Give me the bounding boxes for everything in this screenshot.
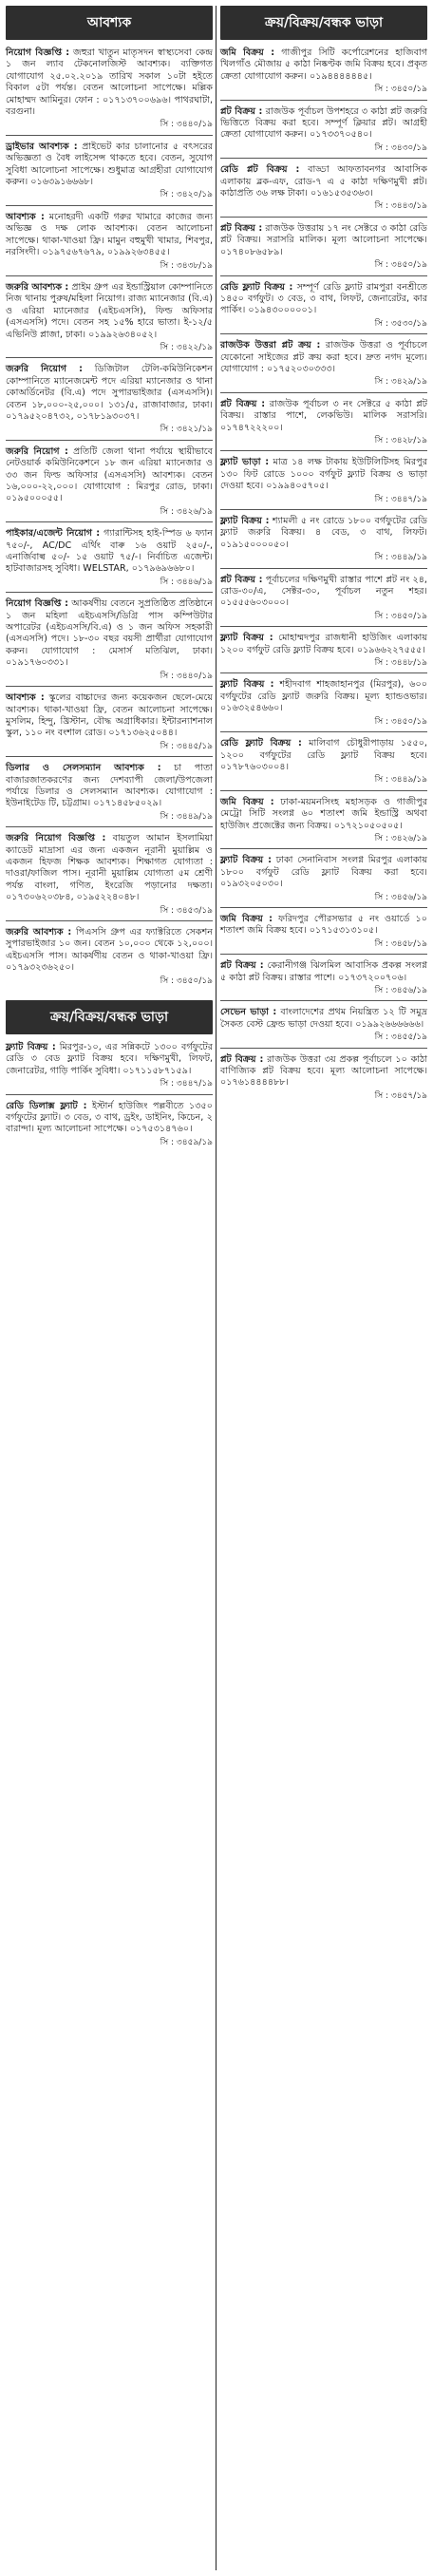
ad-title: সেভেন ভাড়া : — [220, 1007, 277, 1018]
classified-ad — [220, 514, 427, 564]
ad-title: আবশ্যক : — [6, 692, 45, 704]
ad-reference: সি : ৩৪৫০/১৯ — [374, 260, 427, 271]
ad-title: জরুরি আবশ্যক : — [6, 281, 69, 293]
ad-reference: সি : ৩৪৩০/১৯ — [374, 142, 427, 153]
classified-ad — [220, 1005, 427, 1043]
ad-separator — [6, 205, 213, 206]
ad-title: জমি বিক্রয় : — [220, 47, 275, 58]
classified-ad — [6, 761, 213, 823]
ad-body: ঢাকা সেনানিবাস সংলগ্ন মিরপুর এলাকায় ১৮০০ বর্গফুট রেডি ফ্ল্যাট বিক্রয় করা হবে। ০১৯৩২০৫০৩০। — [220, 855, 427, 890]
ad-title: রেডি ফ্ল্যাট বিক্রয় : — [220, 281, 293, 293]
ad-body: রাজউক উত্তরায় ১৭ নং সেক্টরে ৩ কাঠা রেডি প্লট বিক্রয়। সরাসরি মালিক। মূল্য আলোচনা সাপেক্ষে। ০১৭৪০৮৬৫৮৯। — [220, 222, 427, 257]
ad-reference: সি : ৩৪৫৯/১৯ — [160, 1137, 213, 1147]
ad-separator — [220, 954, 427, 955]
ad-reference: সি : ৩৪৫৬/১৯ — [374, 986, 427, 995]
ad-body: রাজউক উত্তরা ও পূর্বাচলে যেকোনো সাইজের প্লট ক্রয় করা হবে। দ্রুত নগদ মূল্যে। যোগাযোগ : ০১৭৫২০৩০৩৩৩। — [220, 340, 427, 374]
ad-body: পূর্বাচলের দক্ষিণমুখী রাস্তার পাশে প্লট নং ২৪, রোড-৩০/এ, সেক্টর-৩০, পূর্বাচল নতুন শহর। ০১৫৫৫৬০৩০০০। — [220, 574, 427, 609]
ad-separator — [220, 100, 427, 101]
ad-reference: সি : ৩৪২৮/১৯ — [374, 435, 427, 445]
ad-separator — [6, 521, 213, 522]
ad-reference: সি : ৩৫৩০/১৯ — [374, 318, 427, 329]
ad-body: ডিজিটাল টেলি-কমিউনিকেশন কোম্পানিতে ম্যানেজমেন্ট পদে এরিয়া ম্যানেজার ও থানা কোঅর্ডিনেটর (বি.এ) পদে সুপারভাইজার (এসএসসি)। বেতন ১৮,০০০-২৫,০০০। ১৩১/৫, রাজাবাজার, ঢাকা। ০১৭৯৫২০৪৭৩২, ০১৭৮১৯৩০৩৭। — [6, 364, 214, 422]
ad-body: জহুরা খাতুন মাতৃসদন স্বাস্থ্যসেবা কেন্দ্র ১ জন ল্যাব টেকনোলজিস্ট আবশ্যক। ব্যক্তিগত যোগাযোগ ২৫.০২.২০১৯ তারিখ সকাল ১০টা হইতে বিকাল ৫টা পর্যন্ত। বেতন আলোচনা সাপেক্ষে। মল্লিক মোহাম্মদ আমিনুর। ফোন : ০১৭১৩৭০০৬৯৬। পাথরঘাটা, বরগুনা। — [6, 47, 213, 118]
ad-reference: সি : ৩৪২৬/১৯ — [160, 506, 213, 517]
ad-reference: সি : ৩৪৫০/১৯ — [374, 85, 427, 95]
classified-ad — [6, 445, 213, 518]
ad-reference: সি : ৩৪৫০/১৯ — [374, 611, 427, 621]
ad-body: শহীদবাগ শাহজাহানপুর (মিরপুর), ৬০০ বর্গফুটের রেডি ফ্ল্যাট জরুরি বিক্রয়। মূল্য হ্যান্ডওভার। ০১৬৩২৫৪৬৬০। — [220, 679, 427, 714]
left-ads-list-2 — [6, 1040, 213, 1148]
ad-reference: সি : ৩৪৪০/১৯ — [160, 120, 213, 130]
ad-separator — [6, 920, 213, 921]
classified-ad — [220, 1052, 427, 1103]
ad-body: আকর্ষণীয় বেতনে সুপ্রতিষ্ঠিত প্রতিষ্ঠানে ১ জন মহিলা এইচএসসি/ডিগ্রি পাস কম্পিউটার অপারেটর (এইচএসসি/বি.এ) ও ১ জন অফিস সহকারী (এসএসসি) পদে। ১৮-৩০ বছর বয়সী প্রার্থীরা যোগাযোগ করুন। যোগাযোগ : মেসার্স মতিঝিল, ঢাকা। ০১৯১৭৬০৩৩১। — [6, 598, 213, 669]
ad-title: জমি বিক্রয় : — [220, 796, 274, 807]
ad-title: ফ্ল্যাট বিক্রয় : — [220, 516, 270, 526]
classified-ad — [220, 631, 427, 669]
ad-reference: সি : ৩৪৪৮/১৯ — [374, 658, 427, 669]
ad-separator — [220, 275, 427, 276]
ad-title: রেডি ডিলাক্স ফ্ল্যাট : — [6, 1100, 87, 1111]
ad-reference: সি : ৩৪৫০/১৯ — [160, 975, 213, 986]
classified-ad — [6, 46, 213, 131]
classified-ad — [6, 526, 213, 588]
ad-reference: সি : ৩৪৪৬/১৯ — [160, 577, 213, 587]
classified-ad — [6, 831, 213, 917]
ad-title: আবশ্যক : — [6, 211, 45, 222]
ad-reference: সি : ৩৪৪৫/১৯ — [160, 741, 213, 751]
ad-title: প্লট বিক্রয় : — [220, 1053, 264, 1065]
ad-title: ফ্ল্যাট বিক্রয় : — [220, 679, 274, 691]
ad-body: গ্যারান্টিসহ হাই-স্পিড ৬ ফ্যান ৭৫০/-, AC/DC এর্থিং বাৰু ১৬ ওয়াট ২৫০/-, এনার্জিবাল্ব ৫০/- ১৫ ওয়াট ৭৫/-। নির্বাচিত এজেন্ট। হাটবাজারসহ সুবিধা। WELSTAR, ০১৭৯৬৯৬৬৮০। — [6, 528, 213, 575]
ad-separator — [220, 790, 427, 791]
ad-title: ফ্ল্যাট ভাড়া : — [220, 457, 270, 468]
ad-separator — [220, 1048, 427, 1049]
classified-ad — [220, 912, 427, 950]
ad-title: রাজউক উত্তরা প্লট ক্রয় : — [220, 340, 321, 351]
ad-separator — [220, 450, 427, 451]
classified-ad — [220, 338, 427, 388]
ad-separator — [6, 826, 213, 827]
classified-ad — [220, 853, 427, 903]
ad-reference: সি : ৩৪৩৮/১৯ — [160, 260, 213, 271]
ad-separator — [6, 275, 213, 276]
ad-reference: সি : ৩৪৫৭/১৯ — [374, 1090, 427, 1101]
ad-separator — [220, 392, 427, 393]
ad-title: প্লট বিক্রয় : — [220, 960, 264, 972]
ad-body: কেরানীগঞ্জ ঝিলমিল আবাসিক প্রকল্প সংলগ্ন ৫ কাঠা প্লট বিক্রয়। রাস্তার পাশে। ০১৭৩৭২০০৭০৬। — [220, 960, 427, 983]
classified-ad — [220, 221, 427, 272]
ad-reference: সি : ৩৪২১/১৯ — [160, 425, 213, 435]
ad-title: প্লট বিক্রয় : — [220, 574, 263, 585]
classified-ad — [6, 691, 213, 752]
ad-title: প্লট বিক্রয় : — [220, 222, 263, 234]
ad-title: জরুরি নিয়োগ : — [6, 445, 68, 457]
classified-ad — [6, 140, 213, 201]
ad-reference: সি : ৩৪৫৬/১৯ — [374, 892, 427, 902]
ad-title: রেডি ফ্ল্যাট বিক্রয় : — [220, 738, 302, 749]
ad-title: জরুরি নিয়োগ : — [6, 364, 83, 375]
ad-body: গাজীপুর সিটি কর্পোরেশনের হাজিবাগ খিলগাঁও মৌজায় ৫ কাঠা নিষ্কণ্টক জমি বিক্রয় হবে। প্রকৃত ক্রেতা যোগাযোগ করুন। ০১৯৪৪৪৪৪৪৫। — [220, 47, 427, 82]
section-header-wanted: আবশ্যক — [6, 6, 213, 40]
ad-body: পিএসসি গ্রুপ এর ফ্যাক্টরিতে সেকশন সুপারভাইজার ১০ জন। বেতন ১০,০০০ থেকে ১২,০০০। এইচএসসি পাস। আকর্ষণীয় বেতন ও থাকা-খাওয়া ফ্রি। ০১৭৯৩২৩৬২৫০। — [6, 927, 213, 974]
classified-ad — [220, 736, 427, 786]
ad-body: রাজউক পূর্বাচল ৩ নং সেক্টরে ৫ কাঠা প্লট বিক্রয়। রাস্তার পাশে, লেকভিউ। মালিক সরাসরি। ০১৭৪৭২২২০০। — [220, 398, 427, 433]
ad-title: ফ্ল্যাট বিক্রয় : — [220, 633, 273, 644]
ad-body: মিরপুর-১০, এর সন্নিকটে ১৩০০ বর্গফুটের রেডি ৩ বেড ফ্ল্যাট বিক্রয় হবে। দক্ষিণমুখী, লিফট, জেনারেটর, গাড়ি পার্কিং সুবিধা। ০১৭১১৫৮৭১৫৯। — [6, 1042, 213, 1076]
ad-title: ডিলার ও সেলসম্যান আবশ্যক : — [6, 763, 161, 774]
classified-ad — [220, 958, 427, 996]
classified-ad — [6, 280, 213, 353]
ad-separator — [220, 1000, 427, 1001]
ad-body: প্রতিটি জেলা থানা পর্যায়ে স্থায়ীভাবে নেটওয়ার্ক কমিউনিকেশনে ১৮ জন এরিয়া ম্যানেজার ও ৩৩ জন ফিল্ড অফিসার (এসএসসি) আবশ্যক। বেতন ১৬,০০০-২২,০০০। যোগাযোগ : মিরপুর রোড, ঢাকা। ০১৯৫০০০৫৫। — [6, 445, 213, 504]
ad-title: জরুরি আবশ্যক : — [6, 927, 72, 938]
ad-body: বাড্ডা আফতাবনগর আবাসিক এলাকায় ব্লক-এফ, রোড-৭ এ ৫ কাঠা দক্ষিণমুখী প্লট। কাঠাপ্রতি ৩৬ লক্ষ টাকা। ০১৬১৫৩৫৩৬৩। — [220, 164, 427, 199]
ad-title: ড্রাইভার আবশ্যক : — [6, 141, 78, 152]
ad-separator — [220, 626, 427, 627]
ad-title: ফ্ল্যাট বিক্রয় : — [6, 1042, 56, 1053]
classified-ad — [6, 597, 213, 682]
ad-body: ঢাকা-ময়মনসিংহ মহাসড়ক ও গাজীপুর মেট্রো সিটি সংলগ্ন ৬০ শতাংশ জমি ইন্ডাস্ট্রি অথবা হাউজিং প্রজেক্টের জন্য বিক্রয়। ০১৭২১০৫০৫০৫। — [220, 796, 427, 831]
classified-ad — [220, 104, 427, 155]
ad-body: সম্পূর্ণ রেডি ফ্ল্যাট রামপুরা বনশ্রীতে ১৪৫০ বর্গফুট। ৩ বেড, ৩ বাথ, লিফট, জেনারেটর, কার পার্কিং। ০১৯৪৩০০০০০১। — [220, 281, 427, 316]
ad-separator — [6, 686, 213, 687]
ad-body: মালিবাগ চৌধুরীপাড়ায় ১৫৫০, ১২০০ বর্গফুটের রেডি ফ্ল্যাট বিক্রয় হবে। ০১৭৮৭৬০৩০০৪। — [220, 738, 427, 772]
ad-body: রাজউক উত্তরা ৩য় প্রকল্প পূর্বাচলে ১০ কাঠা বাণিজ্যিক প্লট বিক্রয় হবে। মূল্য আলোচনা সাপেক্ষে। ০১৭৬১৪৪৪৪৮৮। — [220, 1053, 427, 1089]
classified-ad — [220, 162, 427, 213]
ad-title: নিয়োগ বিজ্ঞপ্তি : — [6, 598, 68, 610]
ad-body: প্রাইভেট কার চালানোর ৫ বৎসরের অভিজ্ঞতা ও বৈধ লাইসেন্স থাকতে হবে। বেতন, সুযোগ সুবিধা আলোচনা সাপেক্ষে। শুধুমাত্র আগ্রহীরা যোগাযোগ করুন। ০১৬৩৯১৬৬৬৮। — [6, 141, 213, 188]
classified-ad — [220, 280, 427, 331]
ad-body: বাংলাদেশের প্রথম নিয়ন্ত্রিত ১২ টি সমুদ্র সৈকত বেস্ট ফ্রেন্ড ভাড়া দেওয়া হবে। ০১৯৯২৬৬৬৬৬৬। — [220, 1007, 427, 1030]
ad-separator — [220, 731, 427, 732]
section-header-buy-sell-rent: ক্রয়/বিক্রয়/বন্ধক ভাড়া — [220, 6, 427, 40]
ad-body: স্কুলের বাচ্চাদের জন্য কয়েকজন ছেলে-মেয়ে আবশ্যক। থাকা-খাওয়া ফ্রি, বেতন আলোচনা সাপেক্ষে। মুসলিম, হিন্দু, খ্রিস্টান, বৌদ্ধ অগ্রাধিকার। ইন্টারন্যাশনাল স্কুল, ১১০ নং বংশাল রোড। ০১৭১৩৬২৫০৪৪। — [6, 692, 213, 739]
ad-separator — [6, 592, 213, 593]
ad-title: জমি বিক্রয় : — [220, 913, 273, 924]
ad-separator — [6, 756, 213, 757]
ad-title: প্লট বিক্রয় : — [220, 105, 263, 117]
ad-reference: সি : ৩৪৪৩/১৯ — [374, 201, 427, 212]
ad-separator — [220, 333, 427, 334]
ad-reference: সি : ৩৪৫৩/১৯ — [160, 905, 213, 916]
ad-title: প্লট বিক্রয় : — [220, 398, 266, 409]
ad-title: ফ্ল্যাট বিক্রয় : — [220, 855, 272, 866]
ad-reference: সি : ৩৪২৯/১৯ — [374, 377, 427, 388]
ad-reference: সি : ৩৪৫০/১৯ — [374, 716, 427, 727]
ad-separator — [220, 848, 427, 849]
ad-reference: সি : ৩৪৪০/১৯ — [160, 671, 213, 681]
right-column — [220, 6, 427, 1102]
ad-body: চা পাতা বাজারজাতকরণের জন্য দেশব্যাপী জেলা/উপজেলা পর্যায়ে ডিলার ও সেলসম্যান আবশ্যক। যোগাযোগ : ইউনাইটেড টি, চট্টগ্রাম। ০১৭১৪৫৮৫০২৯। — [6, 763, 213, 809]
classified-ad — [6, 210, 213, 272]
ad-body: রাজউক পূর্বাচল উপশহরে ৩ কাঠা প্লট জরুরি ভিত্তিতে বিক্রয় করা হবে। সম্পূর্ণ ক্লিয়ার প্লট। আগ্রহী ক্রেতা যোগাযোগ করুন। ০১৭৩৩৭০৫৪০। — [220, 105, 427, 141]
ad-separator — [220, 509, 427, 510]
ad-separator — [220, 907, 427, 908]
classified-ad — [6, 1040, 213, 1090]
ad-separator — [6, 1094, 213, 1095]
classified-ad — [220, 795, 427, 845]
classified-ad — [220, 46, 427, 96]
ad-reference: সি : ৩৪৪৯/১৯ — [160, 811, 213, 822]
ad-reference: সি : ৩৪৪৯/১৯ — [374, 775, 427, 786]
ad-separator — [220, 158, 427, 159]
ad-reference: সি : ৩৪৪৭/১৯ — [160, 1079, 213, 1089]
ad-body: মোহাম্মদপুর রাজধানী হাউজিং এলাকায় ১২০০ বর্গফুট রেডি ফ্ল্যাট বিক্রয় হবে। ০১৯৬৬২২৭৫৫৫। — [220, 633, 427, 655]
ad-reference: সি : ৩৪৫৫/১৯ — [374, 1032, 427, 1043]
ad-reference: সি : ৩৪২৬/১৯ — [374, 833, 427, 843]
ad-title: রেডি প্লট বিক্রয় : — [220, 164, 300, 176]
ad-reference: সি : ৩৪২০/১৯ — [160, 190, 213, 200]
left-ads-list — [6, 46, 213, 987]
ad-body: প্রাইম গ্রুপ এর ইন্ডাস্ট্রিয়াল কোম্পানিতে নিজ থানায় পুরুষ/মহিলা নিয়োগ। রাজ্য ম্যানেজার (বি.এ) ও এরিয়া ম্যানেজার (এইচএসসি), ফিল্ড অফিসার (এসএসসি) পদে। বেতন সহ ১৫% হারে ভাতা। ই-১২/৫ এভিনিউ প্লাজা, ঢাকা। ০১৯৯২৬৩৪০৫২। — [6, 281, 214, 340]
classified-ad — [220, 677, 427, 728]
classified-ad — [6, 1099, 213, 1149]
ad-body: শ্যামলী ৫ নং রোডে ১৮০০ বর্গফুটের রেডি ফ্ল্যাট জরুরি বিক্রয়। ৪ বেড, ৩ বাথ, লিফট। ০১৯১৫০০০০৫০। — [220, 516, 427, 550]
ad-reference: সি : ৩৪২২/১৯ — [160, 342, 213, 352]
ad-body: ফরিদপুর পৌরসভার ৫ নং ওয়ার্ডে ১০ শতাংশ জমি বিক্রয় হবে। ০১৭১৫৩১৩১০৫। — [220, 913, 427, 937]
ad-body: মাত্র ১৪ লক্ষ টাকায় ইউটিলিটিসহ মিরপুর ১৩০ ফিট রোডে ১০০০ বর্গফুট ফ্ল্যাট বিক্রয় ও ভাড়া দেওয়া হবে। ০১৯৯৪০৫৭০৫। — [220, 457, 427, 492]
ad-body: ইস্টার্ন হাউজিং পল্লবীতে ১৩৫০ বর্গফুটের ফ্ল্যাট। ৩ বেড, ৩ বাথ, ড্রইং, ডাইনিং, কিচেন, ২ বারান্দা। মূল্য আলোচনা সাপেক্ষে। ০১৭৫৩১৪৭৬০। — [6, 1100, 213, 1135]
ad-title: নিয়োগ বিজ্ঞপ্তি : — [6, 47, 70, 58]
ad-separator — [6, 440, 213, 441]
ad-reference: সি : ৩৪৪৯/১৯ — [374, 553, 427, 563]
ad-separator — [6, 135, 213, 136]
ad-separator — [220, 568, 427, 569]
ad-body: বায়তুল আমান ইসলামিয়া ক্যাডেট মাদ্রাসা এর জন্য একজন নূরানী মুয়াল্লিম ও একজন হিফজ শিক্ষক আবশ্যক। শিক্ষাগত যোগ্যতা : দাওরা/ফাজিল পাস। নূরানী মুয়াল্লিম যোগ্যতা ৫ম শ্রেণী পর্যন্ত বাংলা, গণিত, ইংরেজি পড়ানোর দক্ষতা। ০১৭৩০৬২০৩৮৪, ০১৯৫২২৪০৪৮। — [6, 833, 213, 903]
ad-separator — [6, 357, 213, 358]
ad-title: পাইকার/এজেন্ট নিয়োগ : — [6, 528, 101, 540]
ad-separator — [220, 672, 427, 673]
classified-ad — [220, 455, 427, 505]
classified-ad — [6, 362, 213, 435]
ad-separator — [220, 217, 427, 218]
classified-ad — [220, 573, 427, 623]
ad-reference: সি : ৩৪৫৮/১৯ — [374, 938, 427, 949]
left-column — [6, 6, 213, 1148]
classified-ad — [6, 925, 213, 987]
classified-ad — [220, 397, 427, 447]
ad-reference: সি : ৩৪৪৭/১৯ — [374, 494, 427, 504]
ad-body: মনোহরদী একটি গরুর খামারে কাজের জন্য অভিজ্ঞ ও দক্ষ লোক আবশ্যক। বেতন আলোচনা সাপেক্ষে। থাকা-খাওয়া ফ্রি। মামুন বহুমুখী খামার, শিবপুর, নরসিংদী। ০১৯৭৫৬৭৬৭৯, ০১৯৯২৬৩৪৫৫। — [6, 211, 213, 258]
ad-title: জরুরি নিয়োগ বিজ্ঞপ্তি : — [6, 833, 106, 844]
right-ads-list — [220, 46, 427, 1102]
section-header-buy-sell-rent: ক্রয়/বিক্রয়/বন্ধক ভাড়া — [6, 1000, 213, 1034]
